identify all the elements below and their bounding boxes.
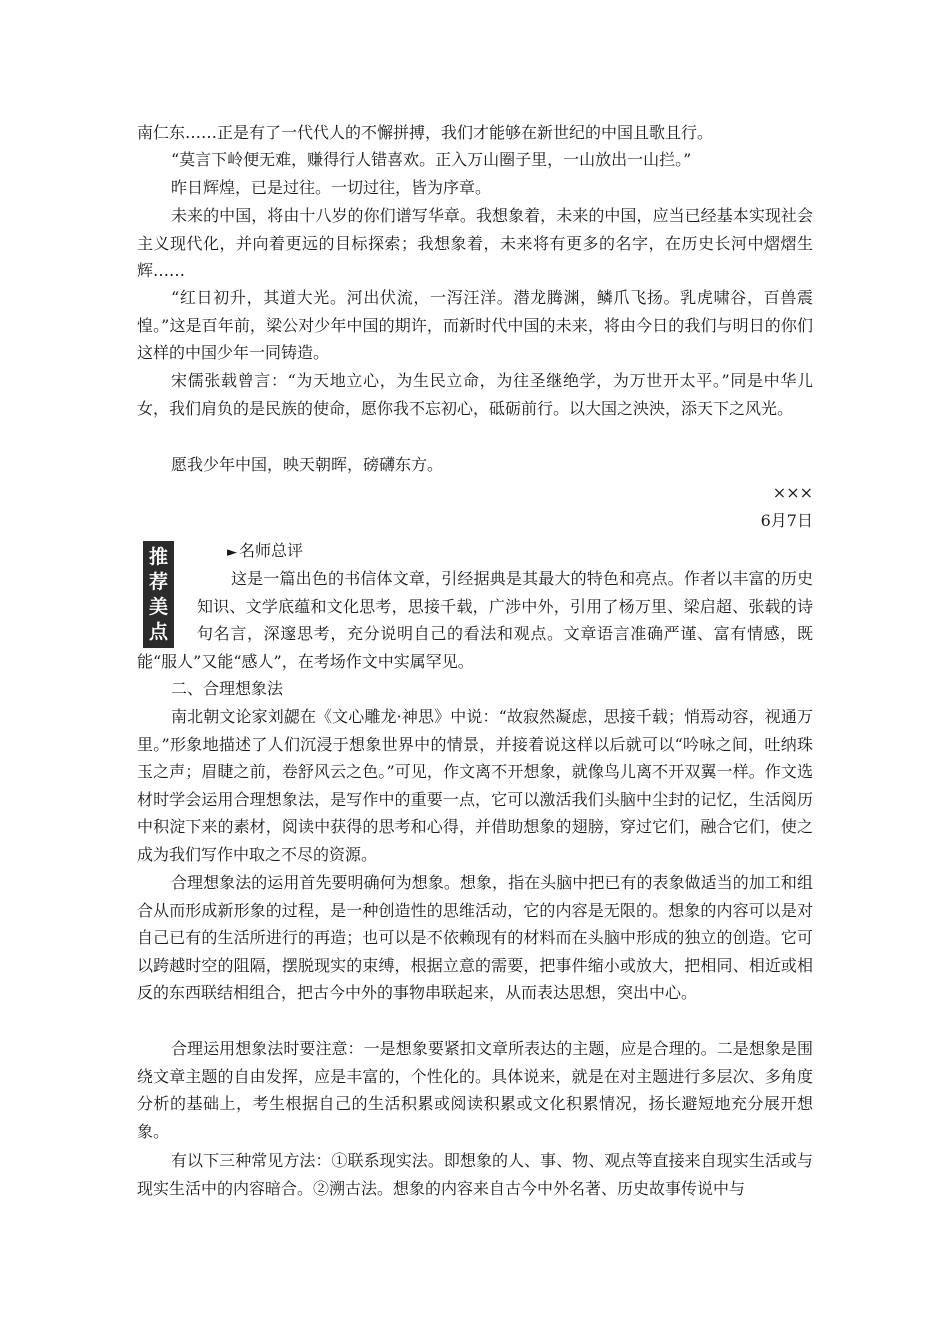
paragraph: 未来的中国，将由十八岁的你们谱写华章。我想象着，未来的中国，应当已经基本实现社会主义现代化，并向着更远的目标探索；我想象着，未来将有更多的名字，在历史长河中熠熠生辉…… [137, 206, 813, 280]
paragraph: 南仁东……正是有了一代代人的不懈拼搏，我们才能够在新世纪的中国且歌且行。 [137, 123, 714, 142]
badge-char: 点 [148, 621, 168, 644]
paragraph: 宋儒张载曾言：“为天地立心，为生民立命，为往圣继绝学，为万世开太平。”同是中华儿女，我们肩负的是民族的使命，愿你我不忘初心，砥砺前行。以大国之泱泱，添天下之风光。 [137, 371, 813, 418]
paragraph: 合理想象法的运用首先要明确何为想象。想象，指在头脑中把已有的表象做适当的加工和组合从而形成新形象的过程，是一种创造性的思维活动，它的内容是无限的。想象的内容可以是对自己已有的生活所进行的再造；也可以是不依赖现有的材料而在头脑中形成的独立的创造。它可以跨越时空的阻隔，摆脱现实的束缚，根据立意的需要，把事件缩小或放大，把相同、相近或相反的东西联结相组合，把古今中外的事物串联起来，从而表达思想，突出中心。 [137, 873, 813, 1002]
paragraph: “红日初升，其道大光。河出伏流，一泻汪洋。潜龙腾渊，鳞爪飞扬。乳虎啸谷，百兽震惶。”这是百年前，梁公对少年中国的期许，而新时代中国的未来，将由今日的我们与明日的你们这样的中国少年一同铸造。 [137, 288, 813, 362]
review-heading [227, 537, 303, 567]
paragraph: 愿我少年中国，映天朝晖，磅礴东方。 [171, 455, 444, 474]
paragraph: 有以下三种常见方法：①联系现实法。即想象的人、事、物、观点等直接来自现实生活或与现实生活中的内容暗合。②溯古法。想象的内容来自古今中外名著、历史故事传说中与 [137, 1151, 813, 1198]
paragraph: 昨日辉煌，已是过往。一切过往，皆为序章。 [171, 178, 492, 197]
paragraph: 南北朝文论家刘勰在《文心雕龙·神思》中说：“故寂然凝虑，思接千载；悄焉动容，视通万里。”形象地描述了人们沉浸于想象世界中的情景，并接着说这样以后就可以“吟咏之间，吐纳珠玉之声；眉睫之前，卷舒风云之色。”可见，作文离不开想象，就像鸟儿离不开双翼一样。作文选材时学会运用合理想象法，是写作中的重要一点，它可以激活我们头脑中尘封的记忆，生活阅历中积淀下来的素材，阅读中获得的思考和心得，并借助想象的翅膀，穿过它们，融合它们，使之成为我们写作中取之不尽的资源。 [137, 707, 813, 864]
letter-date: 6月7日 [760, 511, 813, 530]
review-text: 这是一篇出色的书信体文章，引经据典是其最大的特色和亮点。作者以丰富的历史知识、文学底蕴和文化思考，思接千载，广涉中外，引用了杨万里、梁启超、张载的诗句名言，深邃思考，充分说明自己的看法和观点。文章语言准确严谨、富有情感，既能“服人”又能“感人”，在考场作文中实属罕见。 [137, 569, 813, 671]
signature: ××× [772, 483, 813, 502]
review-block [137, 565, 813, 675]
section-title: 二、合理想象法 [171, 679, 284, 698]
badge-char: 美 [148, 596, 168, 619]
review-heading-text: 名师总评 [239, 541, 304, 560]
triangle-pointer-icon: ► [227, 545, 237, 560]
badge-char: 推 [148, 545, 168, 568]
badge-char: 荐 [148, 570, 168, 593]
paragraph: 合理运用想象法时要注意：一是想象要紧扣文章所表达的主题，应是合理的。二是想象是围绕文章主题的自由发挥，应是丰富的，个性化的。具体说来，就是在对主题进行多层次、多角度分析的基础上，考生根据自己的生活积累或阅读积累或文化积累情况，扬长避短地充分展开想象。 [137, 1039, 813, 1141]
paragraph: “莫言下岭便无难，赚得行人错喜欢。正入万山圈子里，一山放出一山拦。” [171, 150, 692, 169]
